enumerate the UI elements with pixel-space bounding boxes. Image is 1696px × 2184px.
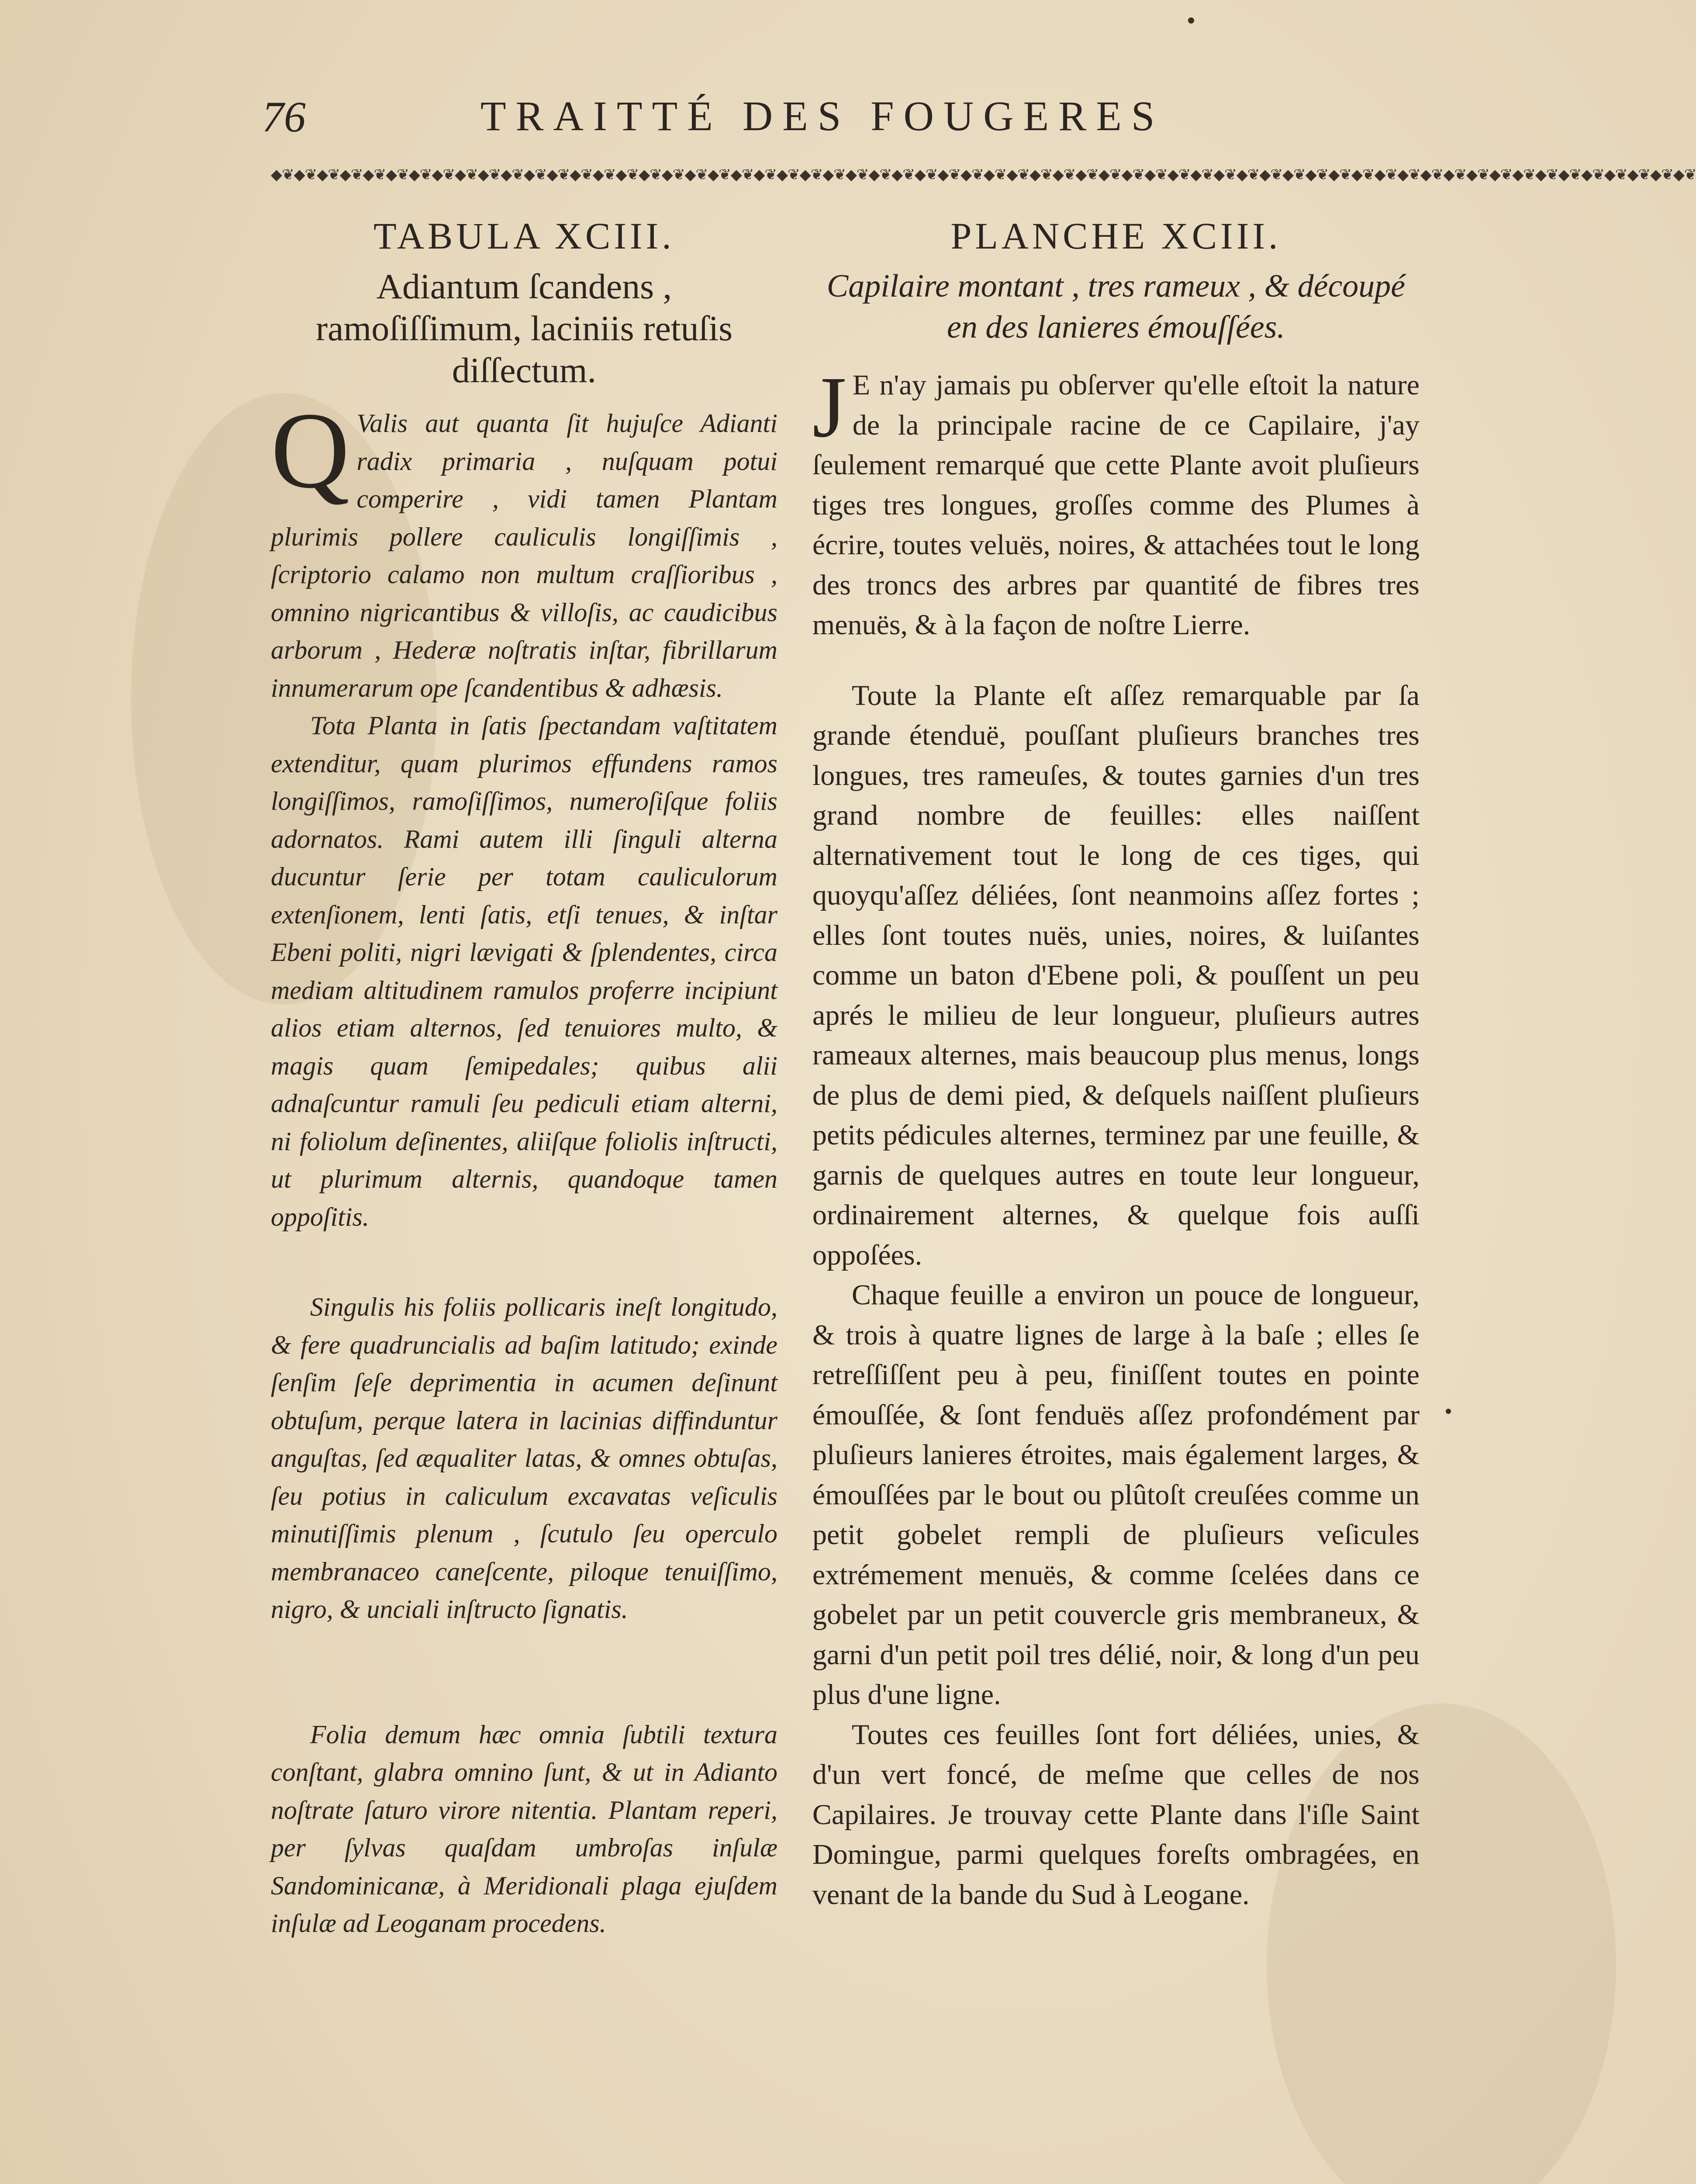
french-paragraph-4: Toutes ces feuilles ſont fort déliées, unies, & d'un vert foncé, de meſme que celles de nos Capilaires. Je trouvay cette Plante dans l'iſle Saint Domingue, parmi quelques foreſts ombragées, en venant de la bande du Sud à Leogane. (812, 1718, 1420, 1911)
french-species-name: Capilaire montant , tres rameux , & découpé en des lanieres émouſſées. (826, 268, 1406, 345)
latin-dropcap: Q (271, 390, 350, 511)
latin-column (271, 214, 777, 1942)
french-paragraph-2: Toute la Plante eſt aſſez remarquable par ſa grande étenduë, pouſſant pluſieurs branches tres longues, tres rameuſes, & toutes garnies d'un tres grand nombre de feuilles: elles naiſſent alternativement tout le long de ces tiges, qui quoyqu'aſſez déliées, ſont neanmoins aſſez fortes ; elles ſont toutes nuës, unies, noires, & luiſantes comme un baton d'Ebene poli, & pouſſent un peu aprés le milieu de leur longueur, pluſieurs autres rameaux alternes, mais beaucoup plus menus, longs de plus de demi pied, & deſquels naiſſent pluſieurs petits pédicules alternes, terminez par une feuille, & garnis de quelques autres en toute leur longueur, ordinairement alternes, & quelque fois auſſi oppoſées. (812, 679, 1420, 1271)
french-paragraph-1 (812, 359, 1420, 645)
latin-species-name: Adiantum ſcandens , ramoſiſſimum, laciniis retuſis diſſectum. (315, 266, 733, 390)
french-column (812, 214, 1420, 1914)
running-title: TRAITTÉ DES FOUGERES (480, 93, 1164, 139)
latin-paragraph-3: Singulis his foliis pollicaris ineſt longitudo, & fere quadruncialis ad baſim latitudo; exinde ſenſim ſeſe deprimentia in acumen deſinunt obtuſum, perque latera in lacinias diffinduntur anguſtas, ſed æqualiter latas, & omnes obtuſas, ſeu potius in caliculum excavatas veſiculis minutiſſimis plenum , ſcutulo ſeu operculo membranaceo caneſcente, piloque tenuiſſimo, nigro, & unciali inſtructo ſignatis. (271, 1292, 777, 1624)
french-paragraph-3: Chaque feuille a environ un pouce de longueur, & trois à quatre lignes de large à la baſe ; elles ſe retreſſiſſent peu à peu, finiſſent toutes en pointe émouſſée, & ſont fenduës aſſez profondément par pluſieurs lanieres étroites, mais également larges, & émouſſées par le bout ou plûtoſt creuſées comme un petit gobelet rempli de pluſieurs veſicules extrémement menuës, & comme ſcelées dans ce gobelet par un petit couvercle gris membraneux, & garni d'un petit poil tres délié, noir, & long d'un peu plus d'une ligne. (812, 1279, 1420, 1711)
ink-speck (1188, 17, 1194, 24)
french-dropcap: J (812, 359, 846, 456)
latin-paragraph-2: Tota Planta in ſatis ſpectandam vaſtitatem extenditur, quam plurimos effundens ramos longiſſimos, ramoſiſſimos, numeroſiſque foliis adornatos. Rami autem illi ſinguli alterna ducuntur ſerie per totam cauliculorum extenſionem, lenti ſatis, etſi tenues, & inſtar Ebeni politi, nigri lævigati & ſplendentes, circa mediam altitudinem ramulos proferre incipiunt alios etiam alternos, ſed tenuiores multo, & magis quam ſemipedales; quibus alii adnaſcuntur ramuli ſeu pediculi etiam alterni, ni foliolum deſinentes, aliiſque foliolis inſtructi, ut plurimum alternis, quandoque tamen oppoſitis. (271, 711, 777, 1231)
latin-paragraph-1 (271, 390, 777, 707)
french-paragraph-1-text: E n'ay jamais pu obſerver qu'elle eſtoit la nature de la principale racine de ce Capilaire, j'ay ſeulement remarqué que cette Plante avoit pluſieurs tiges tres longues, groſſes comme des Plumes à écrire, toutes veluës, noires, & attachées tout le long des troncs des arbres par quantité de fibres tres menuës, & à la façon de noſtre Lierre. (812, 369, 1420, 641)
page-header (262, 87, 1214, 144)
latin-paragraph-1-text: Valis aut quanta ſit hujuſce Adianti radix primaria , nuſquam potui comperire , vidi tamen Plantam plurimis pollere cauliculis longiſſimis , ſcriptorio calamo non multum craſſioribus , omnino nigricantibus & villoſis, ac caudicibus arborum , Hederæ noſtratis inſtar, fibrillarum innumerarum ope ſcandentibus & adhæsis. (271, 409, 777, 702)
ink-speck (1446, 1409, 1451, 1414)
french-plate-title: PLANCHE XCIII. (950, 215, 1281, 257)
ornamental-rule: ◆❦◆❦◆❦◆❦◆❦◆❦◆❦◆❦◆❦◆❦◆❦◆❦◆❦◆❦◆❦◆❦◆❦◆❦◆❦◆❦◆❦◆❦◆❦◆❦◆❦◆❦◆❦◆❦◆❦◆❦◆❦◆❦◆❦◆❦◆❦◆❦◆❦◆❦◆❦◆❦◆❦◆❦◆❦◆❦◆❦◆❦◆❦◆❦◆❦◆❦◆❦◆❦◆❦◆❦◆❦◆❦◆❦◆❦◆❦◆❦◆❦◆❦ (271, 167, 1696, 183)
page-number: 76 (262, 93, 306, 141)
latin-paragraph-4: Folia demum hæc omnia ſubtili textura conſtant, glabra omnino ſunt, & ut in Adianto noſtrate ſaturo virore nitentia. Plantam reperi, per ſylvas quaſdam umbroſas inſulæ Sandominicanæ, à Meridionali plaga ejuſdem inſulæ ad Leoganam procedens. (271, 1720, 777, 1938)
latin-plate-title: TABULA XCIII. (373, 215, 675, 257)
